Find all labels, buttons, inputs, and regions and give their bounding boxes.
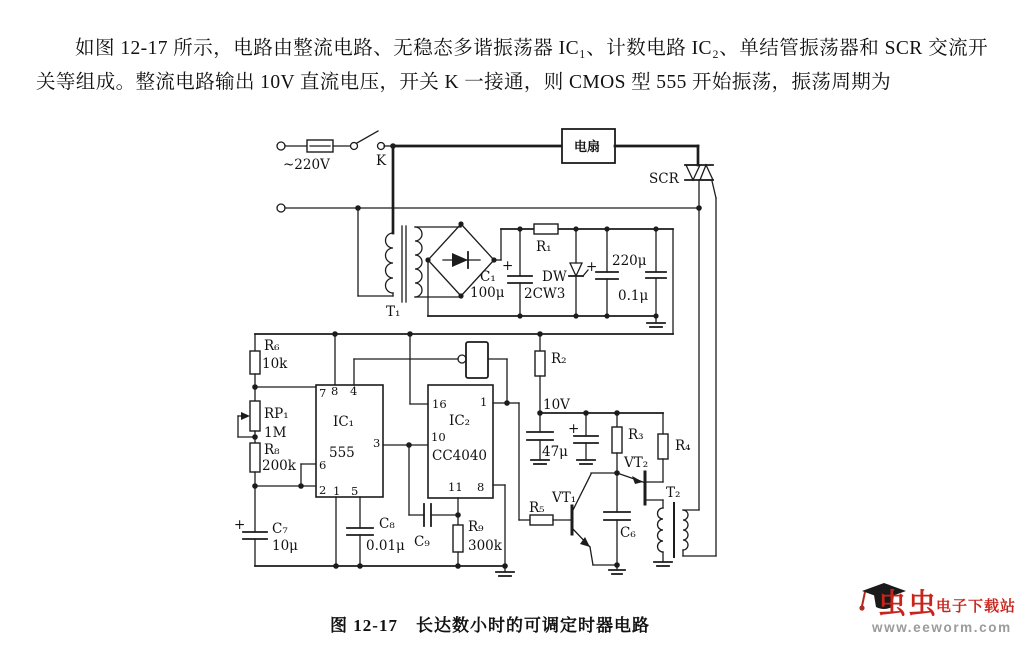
ac-voltage-label: ~220V xyxy=(283,157,330,173)
fan-label: 电扇 xyxy=(574,140,601,155)
c47-value: 47μ xyxy=(542,444,568,460)
ic2-pin1: 1 xyxy=(480,395,488,409)
t1-label: T₁ xyxy=(386,304,401,320)
ic1-pin7: 7 xyxy=(319,386,327,400)
c7-plus: + xyxy=(234,517,246,533)
ac-input-fuse-switch xyxy=(277,131,390,173)
ic2-pin11: 11 xyxy=(448,480,463,494)
filter-cap-47u xyxy=(527,413,568,464)
c8-value: 0.01μ xyxy=(366,538,405,554)
r8-value: 200k xyxy=(262,458,296,474)
c9-label: C₉ xyxy=(414,534,430,550)
ic2-label: IC₂ xyxy=(449,413,471,429)
c8-label: C₈ xyxy=(379,516,395,532)
r3-label: R₃ xyxy=(628,427,644,443)
capacitor-c6 xyxy=(604,473,636,565)
logo-site-text: 电子下载站 xyxy=(936,598,1017,615)
ac-return-line xyxy=(277,204,702,212)
r9-value: 300k xyxy=(468,538,502,554)
r2-10v-node xyxy=(535,334,663,416)
c220-value: 220μ xyxy=(612,253,647,269)
transformer-t1 xyxy=(358,146,461,320)
dc-supply-section xyxy=(428,224,673,334)
ic1-pin3: 3 xyxy=(373,436,381,450)
vt1-driver xyxy=(507,403,625,574)
c6-label: C₆ xyxy=(620,525,636,541)
r5-label: R₅ xyxy=(529,500,545,516)
ic1-part: 555 xyxy=(329,445,355,461)
resistor-r1 xyxy=(534,224,558,255)
vt2-label: VT₂ xyxy=(624,455,649,471)
r4-label: R₄ xyxy=(675,438,691,454)
c1-plus: + xyxy=(502,258,514,274)
r6-value: 10k xyxy=(262,356,288,372)
ic2-pin10: 10 xyxy=(431,430,446,444)
logo-url-text: www.eeworm.com xyxy=(872,620,1012,635)
dw-label: DW xyxy=(542,269,567,285)
ic1-pin1: 1 xyxy=(333,484,341,498)
rp1-value: 1M xyxy=(264,425,287,441)
zener-dw-2cw3 xyxy=(524,229,588,316)
c220-plus: + xyxy=(586,259,598,275)
c1-label: C₁ xyxy=(480,269,496,285)
timing-resistor-chain xyxy=(238,334,316,532)
capacitor-c7 xyxy=(234,517,298,566)
c0p1-value: 0.1μ xyxy=(618,288,649,304)
ic2-part: CC4040 xyxy=(432,448,488,464)
ic2-pin16: 16 xyxy=(432,397,447,411)
dw-model: 2CW3 xyxy=(524,286,566,302)
cap-plus: + xyxy=(568,421,580,437)
eeworm-logo xyxy=(856,578,1016,644)
rp1-label: RP₁ xyxy=(264,406,289,422)
fan-load-branch xyxy=(390,129,698,165)
vdd-rail xyxy=(255,331,673,337)
r1-label: R₁ xyxy=(536,239,552,255)
c7-label: C₇ xyxy=(272,521,288,537)
c7-value: 10μ xyxy=(272,538,298,554)
switch-k-label: K xyxy=(376,153,387,169)
scr-label: SCR xyxy=(649,171,679,187)
t2-label: T₂ xyxy=(666,485,681,501)
ic1-pin5: 5 xyxy=(351,484,359,498)
vt1-label: VT₁ xyxy=(552,490,577,506)
ground-symbol-supply xyxy=(647,316,665,327)
transformer-t2 xyxy=(654,198,716,566)
c1-value: 100μ xyxy=(470,285,505,301)
r9-label: R₉ xyxy=(468,519,484,535)
filter-cap-electrolytic xyxy=(568,413,598,464)
ic1-label: IC₁ xyxy=(333,414,355,430)
v10-label: 10V xyxy=(543,397,570,413)
ic1-pin4: 4 xyxy=(350,384,358,398)
body-paragraph: 如图 12-17 所示，电路由整流电路、无稳态多谐振荡器 IC₁、计数电路 IC₂、单结管振荡器和 SCR 交流开关等组成。整流电路输出 10V 直流电压，开关 K 一接通，则 CMOS 型 555 开始振荡，振荡周期为 xyxy=(36,37,988,93)
figure-caption: 图 12-17 长达数小时的可调定时器电路 xyxy=(330,616,650,635)
logo-brand-text: 虫虫 xyxy=(878,588,939,619)
capacitor-c8 xyxy=(347,497,405,566)
capacitor-0p1u xyxy=(618,229,666,316)
circuit-diagram xyxy=(230,120,750,600)
ic1-pin2: 2 xyxy=(319,483,327,497)
ic1-pin6: 6 xyxy=(319,458,327,472)
r2-label: R₂ xyxy=(551,351,567,367)
r8-label: R₈ xyxy=(264,442,280,458)
r6-label: R₆ xyxy=(264,338,280,354)
scr-triac xyxy=(649,165,716,208)
ground-rail xyxy=(255,563,514,576)
ic1-pin8: 8 xyxy=(331,384,339,398)
ic2-pin8: 8 xyxy=(477,480,485,494)
